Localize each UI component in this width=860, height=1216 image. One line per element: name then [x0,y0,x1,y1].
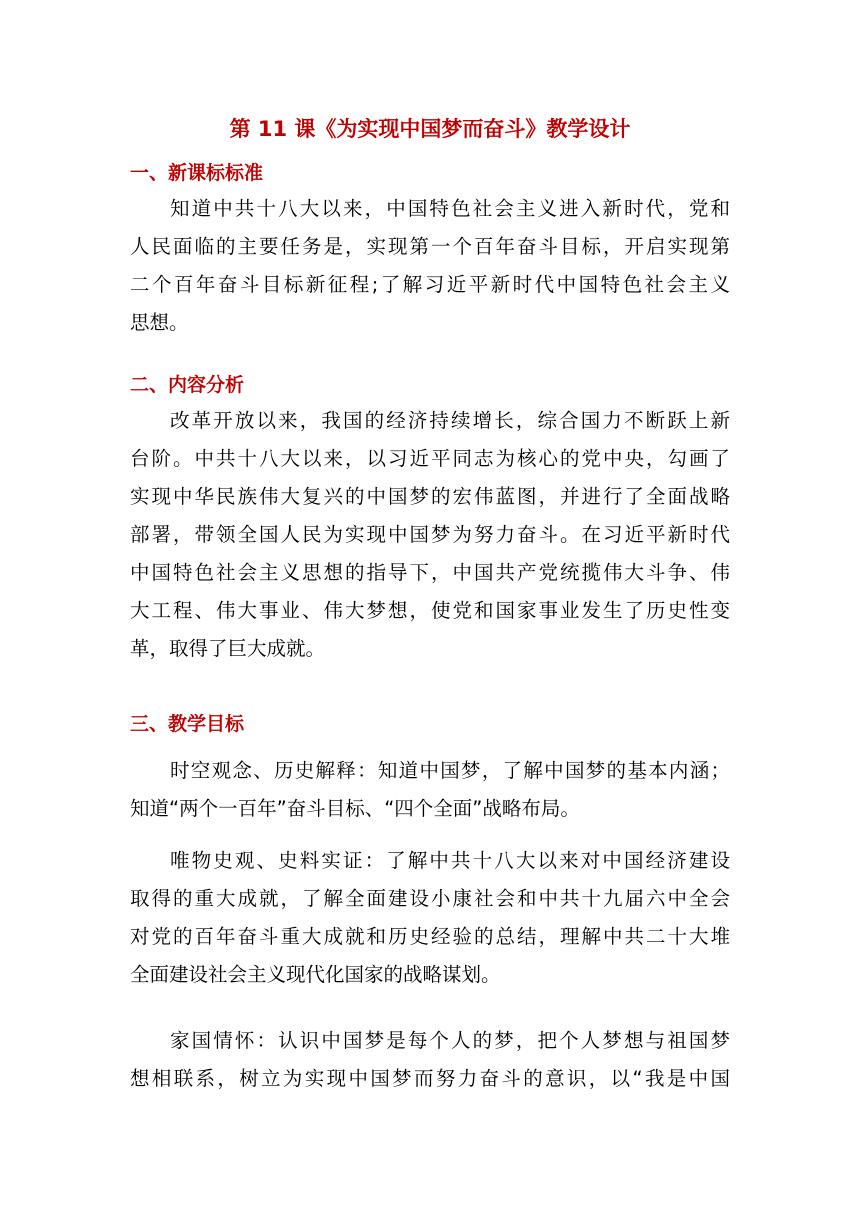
paragraph-line: 二个百年奋斗目标新征程;了解习近平新时代中国特色社会主义 [130,273,730,296]
paragraph-line: 全面建设社会主义现代化国家的战略谋划。 [130,963,501,986]
section-heading-content-analysis: 二、内容分析 [130,374,245,396]
paragraph-line: 人民面临的主要任务是，实现第一个百年奋斗目标，开启实现第 [130,235,730,258]
section-heading-teaching-goals: 三、教学目标 [130,713,245,735]
paragraph-line: 部署，带领全国人民为实现中国梦为努力奋斗。在习近平新时代 [130,523,730,546]
paragraph-line: 想相联系，树立为实现中国梦而努力奋斗的意识，以“我是中国 [130,1067,730,1090]
paragraph-line: 改革开放以来，我国的经济持续增长，综合国力不断跃上新 [170,409,730,432]
paragraph-line: 台阶。中共十八大以来，以习近平同志为核心的党中央，勾画了 [130,447,730,470]
paragraph-line: 知道“两个一百年”奋斗目标、“四个全面”战略布局。 [130,797,580,820]
paragraph-line: 中国特色社会主义思想的指导下，中国共产党统揽伟大斗争、伟 [130,561,730,584]
paragraph-goal-spacetime [130,752,730,828]
paragraph-line: 革，取得了巨大成就。 [130,637,326,660]
paragraph-line: 大工程、伟大事业、伟大梦想，使党和国家事业发生了历史性变 [130,599,730,622]
paragraph-line: 实现中华民族伟大复兴的中国梦的宏伟蓝图，并进行了全面战略 [130,485,730,508]
paragraph-line: 思想。 [130,311,189,334]
paragraph-line: 对党的百年奋斗重大成就和历史经验的总结，理解中共二十大堆 [130,925,730,948]
paragraph-line: 唯物史观、史料实证：了解中共十八大以来对中国经济建设 [170,849,730,872]
document-title: 第 11 课《为实现中国梦而奋斗》教学设计 [229,117,631,141]
paragraph-curriculum-standard [130,190,730,342]
paragraph-content-analysis [130,402,730,668]
paragraph-goal-materialism [130,842,730,994]
paragraph-line: 时空观念、历史解释：知道中国梦，了解中国梦的基本内涵； [170,759,730,782]
paragraph-line: 知道中共十八大以来，中国特色社会主义进入新时代，党和 [170,197,730,220]
paragraph-goal-patriotism [130,1022,730,1098]
paragraph-line: 家国情怀：认识中国梦是每个人的梦，把个人梦想与祖国梦 [170,1029,730,1052]
section-heading-curriculum-standard: 一、新课标标准 [130,162,264,184]
paragraph-line: 取得的重大成就，了解全面建设小康社会和中共十九届六中全会 [130,887,730,910]
